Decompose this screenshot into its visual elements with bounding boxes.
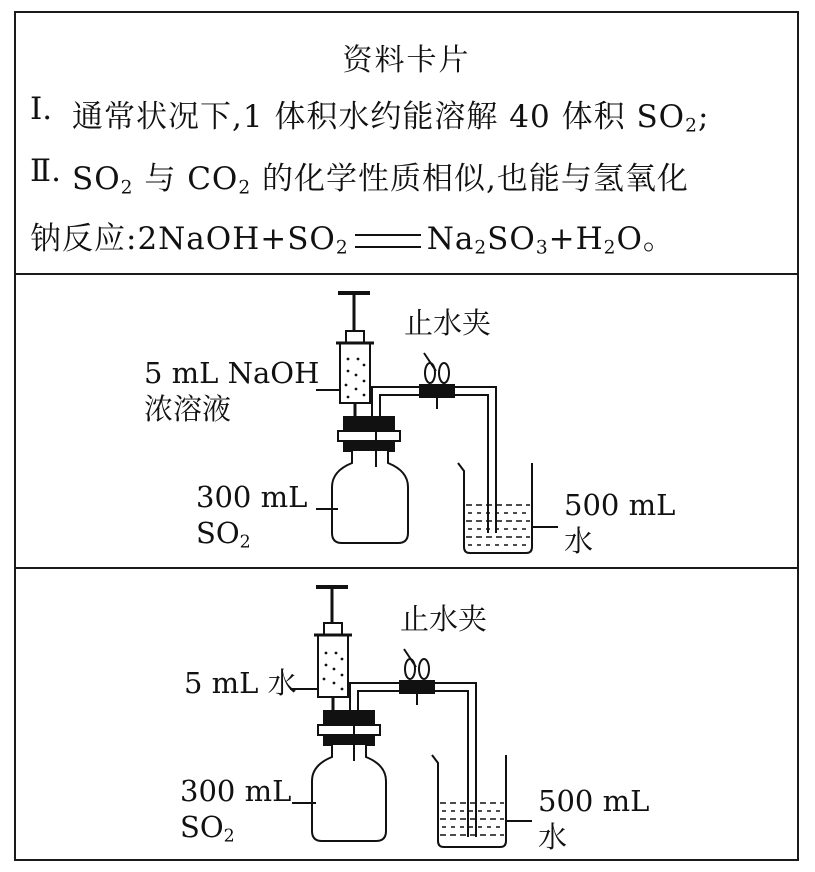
syringe-barrel-2 xyxy=(318,635,348,697)
beaker-label-2: 500 mL 水 xyxy=(538,784,650,855)
clamp-body xyxy=(420,385,454,397)
equals-sign-icon xyxy=(355,234,421,248)
beaker-label-1: 500 mL 水 xyxy=(564,488,676,559)
apparatus-2 xyxy=(16,569,797,859)
item-1-text: 通常状况下,1 体积水约能溶解 40 体积 $SO_2$; xyxy=(72,99,710,137)
clamp-label-1: 止水夹 xyxy=(404,306,492,340)
syringe-label-1: 5 mL NaOH 浓溶液 xyxy=(144,356,320,427)
item-2-numeral: Ⅱ. xyxy=(30,153,61,189)
info-card xyxy=(14,11,799,861)
syringe-barrel xyxy=(340,343,370,403)
plunger-head xyxy=(346,331,364,343)
item-2-equation: 钠反应$:2NaOH+SO_2$ $Na_2SO_3+H_2O$。 xyxy=(30,221,675,259)
stopper-top xyxy=(344,417,394,431)
syringe-label-2: 5 mL 水 xyxy=(184,666,297,700)
card-title: 资料卡片 xyxy=(342,43,471,78)
gas-bottle xyxy=(332,451,408,543)
apparatus-1 xyxy=(16,275,797,565)
item-1-numeral: Ⅰ. xyxy=(30,91,53,127)
clamp-body-2 xyxy=(400,681,434,693)
bottle-label-2: 300 mL $SO_2$ xyxy=(180,774,292,847)
item-2-text: $SO_2$ 与 $CO_2$ 的化学性质相似,也能与氢氧化 xyxy=(72,161,689,199)
info-section xyxy=(16,13,797,273)
clamp-label-2: 止水夹 xyxy=(400,602,488,636)
gas-bottle-2 xyxy=(312,745,386,841)
bottle-label-1: 300 mL $SO_2$ xyxy=(196,480,308,553)
